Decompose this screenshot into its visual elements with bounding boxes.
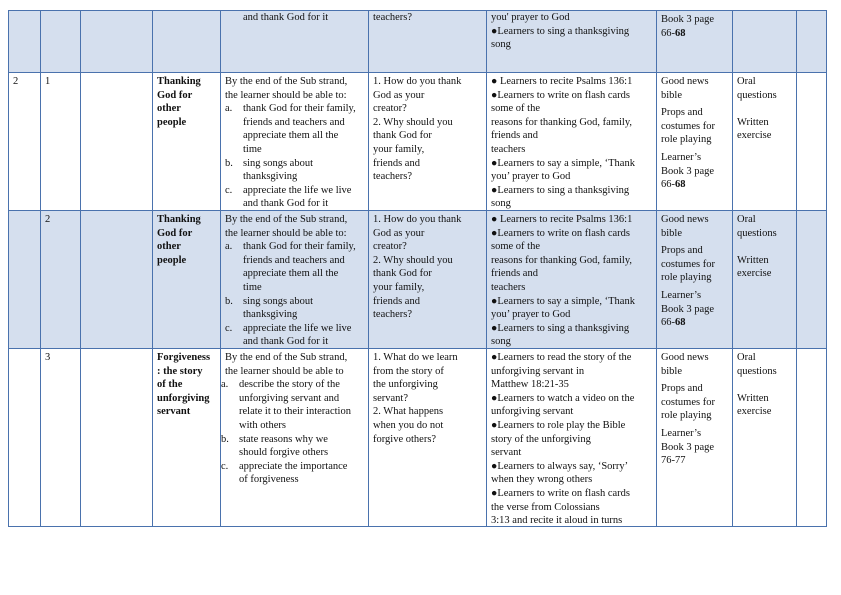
cell-assessment	[732, 72, 797, 210]
activity-line: reasons for thanking God, family,	[491, 254, 633, 266]
assessment-line: Written	[737, 392, 769, 404]
question-line: the unforgiving	[373, 379, 438, 391]
activity-line: ●Learners to watch a video on the	[491, 392, 635, 404]
cell-activities	[486, 72, 657, 210]
objective-item	[221, 433, 365, 460]
substrand-line: God for	[157, 89, 193, 101]
resource-line: Props and	[661, 245, 703, 257]
resource-item	[661, 13, 729, 40]
activity-line: some of the	[491, 241, 540, 253]
question-line: your family,	[373, 143, 425, 155]
activity-line: some of the	[491, 103, 540, 115]
question-line: servant?	[373, 392, 408, 404]
page-start: 66-	[661, 27, 675, 39]
lesson-number: 3	[45, 352, 51, 363]
assessment-line: Oral	[737, 214, 756, 225]
objective-line: state reasons why we	[239, 433, 328, 445]
cell-questions	[368, 210, 487, 348]
question-line: 2. Why should you	[373, 116, 453, 128]
question-line: teachers?	[373, 171, 413, 183]
table-row	[8, 10, 826, 72]
cell-lesson	[40, 348, 81, 527]
question-line: friends and	[373, 157, 420, 169]
objective-intro-line: By the end of the Sub strand,	[225, 352, 348, 363]
spacer	[737, 240, 793, 254]
cell-objectives	[220, 210, 369, 348]
objective-item	[225, 184, 365, 211]
objective-line: and thank God for it	[243, 12, 329, 23]
cell-assessment	[732, 210, 797, 348]
objective-item	[225, 157, 365, 184]
spacer	[737, 378, 793, 392]
cell-resources	[656, 72, 733, 210]
substrand-line: people	[157, 116, 187, 128]
objective-line: sing songs about	[243, 295, 314, 307]
objective-intro-line: the learner should be able to:	[225, 89, 347, 101]
question-line: friends and	[373, 295, 420, 307]
substrand-line: Forgiveness	[157, 352, 211, 363]
activity-line: the verse from Colossians	[491, 501, 600, 513]
resource-line: role playing	[661, 410, 712, 422]
activity-line: servant	[491, 447, 522, 459]
question-line: teachers?	[373, 12, 413, 23]
table-row	[8, 72, 826, 210]
objective-line: thank God for their family,	[243, 241, 356, 253]
cell-activities	[486, 348, 657, 527]
activity-line: you’ prayer to God	[491, 171, 571, 183]
objective-line: and thank God for it	[243, 198, 329, 210]
question-line: God as your	[373, 89, 425, 101]
cell-week	[8, 210, 41, 348]
cell-remarks	[796, 72, 827, 210]
page-start: 66-	[661, 317, 675, 329]
objective-marker: b.	[221, 433, 229, 445]
question-line: 2. Why should you	[373, 254, 453, 266]
question-line: God as your	[373, 227, 425, 239]
activity-line: ●Learners to write on flash cards	[491, 89, 630, 101]
cell-assessment	[732, 10, 797, 72]
resource-line: Good news	[661, 76, 709, 87]
resource-item	[661, 213, 729, 240]
resource-page-line	[661, 27, 729, 41]
activity-line: ●Learners to read the story of the	[491, 352, 632, 363]
week-number: 2	[13, 76, 19, 87]
activity-line: teachers	[491, 281, 526, 293]
activity-line: ●Learners to write on flash cards	[491, 227, 630, 239]
resource-line: Book 3 page	[661, 441, 715, 453]
objective-line: and thank God for it	[243, 336, 329, 348]
substrand-line: other	[157, 241, 181, 253]
cell-resources	[656, 210, 733, 348]
cell-lesson	[40, 10, 81, 72]
resource-line: bible	[661, 365, 682, 377]
question-line: from the story of	[373, 365, 444, 377]
lesson-number: 1	[45, 76, 51, 87]
resource-line: Book 3 page	[661, 165, 715, 177]
objective-item	[225, 322, 365, 349]
cell-remarks	[796, 348, 827, 527]
question-line: 1. How do you thank	[373, 76, 462, 87]
objective-text	[243, 322, 351, 349]
activity-line: ●Learners to sing a thanksgiving	[491, 25, 630, 37]
cell-remarks	[796, 210, 827, 348]
activity-line: friends and	[491, 130, 538, 142]
resource-line: Props and	[661, 383, 703, 395]
objective-intro-line: By the end of the Sub strand,	[225, 214, 348, 225]
question-line: creator?	[373, 103, 407, 115]
question-line: teachers?	[373, 309, 413, 321]
resource-item	[661, 289, 729, 330]
cell-week	[8, 10, 41, 72]
activity-line: reasons for thanking God, family,	[491, 116, 633, 128]
objective-line: time	[243, 281, 262, 293]
question-line: 1. What do we learn	[373, 352, 458, 363]
resource-line: bible	[661, 227, 682, 239]
assessment-line: Oral	[737, 352, 756, 363]
cell-questions	[368, 10, 487, 72]
cell-date	[80, 210, 153, 348]
activity-line: Matthew 18:21-35	[491, 379, 569, 391]
cell-objectives	[220, 10, 369, 72]
resource-page-line	[661, 316, 729, 330]
resource-item	[661, 106, 729, 147]
objective-text	[243, 184, 351, 211]
question-line: creator?	[373, 241, 407, 253]
resource-item	[661, 244, 729, 285]
activity-line: teachers	[491, 143, 526, 155]
objective-line: of forgiveness	[239, 474, 299, 486]
objective-line: unforgiving servant and	[239, 392, 340, 404]
cell-week	[8, 72, 41, 210]
assessment-line: exercise	[737, 130, 772, 142]
objective-item	[225, 102, 365, 156]
resource-item	[661, 75, 729, 102]
resource-line: bible	[661, 89, 682, 101]
objective-intro-line: By the end of the Sub strand,	[225, 76, 348, 87]
cell-lesson	[40, 72, 81, 210]
objective-marker: c.	[221, 460, 229, 472]
cell-objectives	[220, 348, 369, 527]
objective-line: should forgive others	[239, 447, 329, 459]
activity-line: ●Learners to say a simple, ‘Thank	[491, 157, 635, 169]
cell-lesson	[40, 210, 81, 348]
assessment-line: questions	[737, 89, 777, 101]
cell-substrand	[152, 210, 221, 348]
objective-item	[225, 295, 365, 322]
resource-line: Book 3 page	[661, 14, 715, 25]
objective-marker: c.	[225, 184, 233, 196]
objective-line: thanksgiving	[243, 309, 298, 321]
cell-resources	[656, 10, 733, 72]
objective-item	[225, 240, 365, 294]
question-line: 2. What happens	[373, 406, 444, 418]
cell-week	[8, 348, 41, 527]
objective-text	[243, 295, 313, 322]
objective-line: appreciate them all the	[243, 130, 339, 142]
cell-assessment	[732, 348, 797, 527]
substrand-line: of the	[157, 379, 183, 391]
activity-line: ●Learners to role play the Bible	[491, 419, 626, 431]
cell-resources	[656, 348, 733, 527]
cell-activities	[486, 210, 657, 348]
cell-remarks	[796, 10, 827, 72]
objective-line: describe the story of the	[239, 379, 340, 391]
objective-line: relate it to their interaction	[239, 406, 351, 418]
resource-line: costumes for	[661, 120, 715, 132]
resource-line: Learner’s	[661, 151, 702, 163]
assessment-line: Written	[737, 116, 769, 128]
resource-line: Good news	[661, 352, 709, 363]
resource-line: Props and	[661, 107, 703, 119]
activity-line: ●Learners to sing a thanksgiving	[491, 184, 630, 196]
resource-line: Learner’s	[661, 289, 702, 301]
objective-intro-line: the learner should be able to	[225, 365, 344, 377]
cell-activities	[486, 10, 657, 72]
objective-text	[243, 157, 313, 184]
objective-text	[239, 433, 328, 460]
activity-line: song	[491, 39, 511, 51]
objective-line: sing songs about	[243, 157, 314, 169]
cell-questions	[368, 348, 487, 527]
activity-line: ●Learners to always say, ‘Sorry’	[491, 460, 629, 472]
substrand-line: Thanking	[157, 76, 201, 87]
activity-line: ● Learners to recite Psalms 136:1	[491, 76, 633, 87]
resource-item	[661, 427, 729, 468]
activity-line: friends and	[491, 268, 538, 280]
assessment-line: exercise	[737, 406, 772, 418]
substrand-line: : the story	[157, 365, 203, 377]
objective-text	[243, 11, 328, 25]
assessment-line: exercise	[737, 268, 772, 280]
activity-line: ●Learners to sing a thanksgiving	[491, 322, 630, 334]
activity-line: song	[491, 198, 511, 210]
objective-marker: b.	[225, 295, 233, 307]
assessment-line: Written	[737, 254, 769, 266]
activity-line: unforgiving servant in	[491, 365, 585, 377]
activity-line: song	[491, 336, 511, 348]
resource-line: role playing	[661, 134, 712, 146]
resource-item	[661, 151, 729, 192]
assessment-line: questions	[737, 365, 777, 377]
objective-marker: b.	[225, 157, 233, 169]
objective-item	[221, 460, 365, 487]
activity-line: ● Learners to recite Psalms 136:1	[491, 214, 633, 225]
activity-line: you’ prayer to God	[491, 309, 571, 321]
resource-line: costumes for	[661, 258, 715, 270]
question-line: forgive others?	[373, 433, 437, 445]
substrand-line: God for	[157, 227, 193, 239]
resource-item	[661, 382, 729, 423]
table-row	[8, 348, 826, 527]
objective-line: appreciate them all the	[243, 268, 339, 280]
activity-line: unforgiving servant	[491, 406, 574, 418]
question-line: thank God for	[373, 130, 432, 142]
objective-line: time	[243, 143, 262, 155]
lesson-number: 2	[45, 214, 51, 225]
resource-line: costumes for	[661, 396, 715, 408]
resource-line: 76-77	[661, 455, 686, 467]
objective-line: friends and teachers and	[243, 254, 345, 266]
substrand-line: unforgiving	[157, 392, 210, 404]
question-line: thank God for	[373, 268, 432, 280]
objective-line: friends and teachers and	[243, 116, 345, 128]
objective-marker	[225, 11, 243, 25]
objective-marker: a.	[221, 379, 229, 391]
objective-line: with others	[239, 419, 286, 431]
resource-line: Book 3 page	[661, 303, 715, 315]
objective-line: thanksgiving	[243, 171, 298, 183]
substrand-line: other	[157, 103, 181, 115]
question-line: your family,	[373, 281, 425, 293]
resource-item	[661, 351, 729, 378]
activity-line: when they wrong others	[491, 474, 593, 486]
objective-line: appreciate the life we live	[243, 322, 352, 334]
objective-text	[243, 102, 356, 156]
cell-substrand	[152, 348, 221, 527]
activity-line: 3:13 and recite it aloud in turns	[491, 515, 623, 527]
objective-item	[221, 378, 365, 432]
objective-intro-line: the learner should be able to:	[225, 227, 347, 239]
activity-line: ●Learners to say a simple, ‘Thank	[491, 295, 635, 307]
substrand-line: servant	[157, 406, 191, 418]
spacer	[737, 102, 793, 116]
cell-date	[80, 72, 153, 210]
activity-line: ●Learners to write on flash cards	[491, 487, 630, 499]
cell-objectives	[220, 72, 369, 210]
page-end: 68	[675, 179, 686, 191]
objective-item	[225, 11, 365, 25]
objective-text	[243, 240, 356, 294]
cell-questions	[368, 72, 487, 210]
substrand-line: people	[157, 254, 187, 266]
resource-line: Good news	[661, 214, 709, 225]
activity-line: you' prayer to God	[491, 12, 570, 23]
objective-line: appreciate the importance	[239, 460, 348, 472]
cell-date	[80, 348, 153, 527]
substrand-line: Thanking	[157, 214, 201, 225]
objective-text	[239, 378, 351, 432]
cell-substrand	[152, 10, 221, 72]
page-start: 66-	[661, 179, 675, 191]
objective-line: thank God for their family,	[243, 103, 356, 115]
resource-page-line	[661, 178, 729, 192]
question-line: 1. How do you thank	[373, 214, 462, 225]
objective-line: appreciate the life we live	[243, 184, 352, 196]
objective-marker: a.	[225, 103, 233, 115]
assessment-line: questions	[737, 227, 777, 239]
page-end: 68	[675, 317, 686, 329]
table-row	[8, 210, 826, 348]
objective-marker: a.	[225, 241, 233, 253]
resource-line: Learner’s	[661, 427, 702, 439]
activity-line: story of the unforgiving	[491, 433, 591, 445]
page-end: 68	[675, 27, 686, 39]
objective-marker: c.	[225, 322, 233, 334]
objective-text	[239, 460, 347, 487]
question-line: when you do not	[373, 419, 444, 431]
resource-line: role playing	[661, 272, 712, 284]
cell-substrand	[152, 72, 221, 210]
cell-date	[80, 10, 153, 72]
assessment-line: Oral	[737, 76, 756, 87]
